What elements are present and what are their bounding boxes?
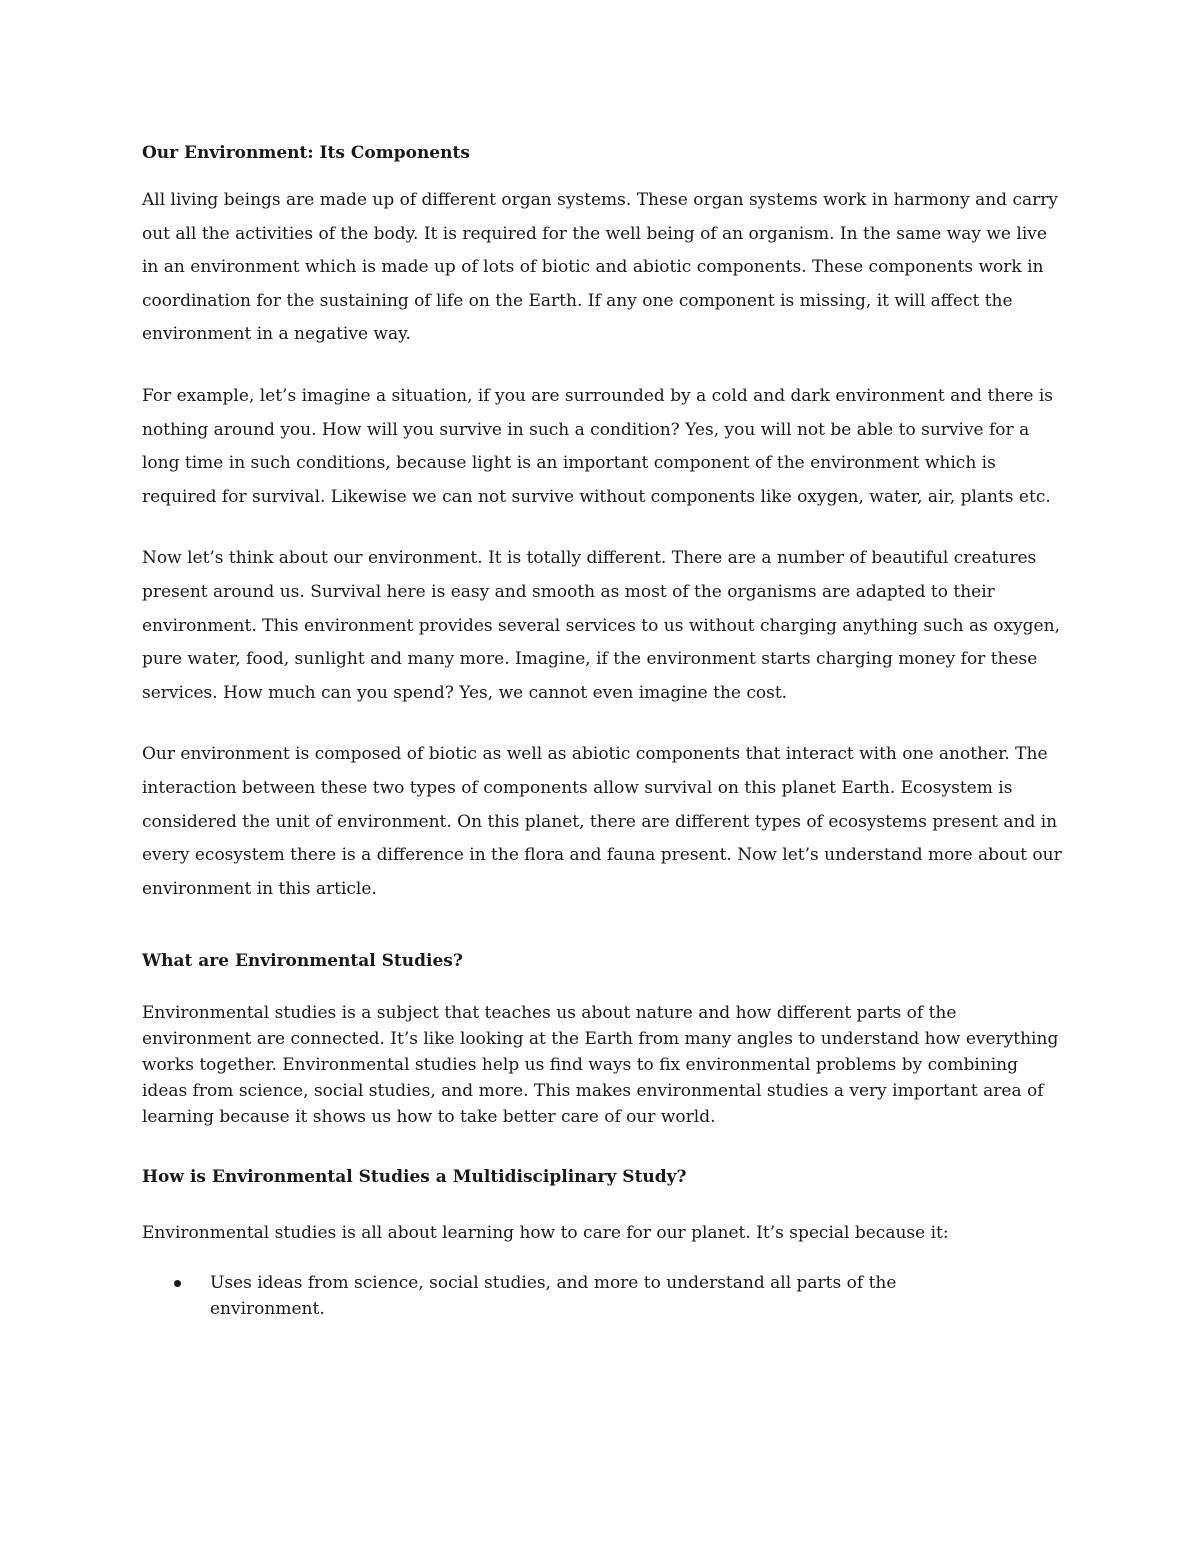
paragraph: Environmental studies is all about learning how to care for our planet. It’s special because it: (142, 1223, 949, 1244)
list-item (142, 1270, 970, 1322)
section-heading-multidisciplinary: How is Environmental Studies a Multidisciplinary Study? (142, 1167, 687, 1188)
document-page (142, 140, 1067, 1322)
paragraph: Our environment is composed of biotic as well as abiotic components that interact with one another. The interaction between these two types of components allow survival on this planet Earth. Ecosystem is considered the unit of environment. On this planet, there are different types of ecosystems present and in every ecosystem there is a difference in the flora and fauna present. Now let’s understand more about our environment in this article. (142, 744, 1062, 899)
paragraph: All living beings are made up of different organ systems. These organ systems work in harmony and carry out all the activities of the body. It is required for the well being of an organism. In the same way we live in an environment which is made up of lots of biotic and abiotic components. These components work in coordination for the sustaining of life on the Earth. If any one component is missing, it will affect the environment in a negative way. (142, 190, 1058, 345)
bullet-icon (174, 1280, 181, 1287)
section-heading-components: Our Environment: Its Components (142, 143, 470, 163)
paragraph: Now let’s think about our environment. It is totally different. There are a number of beautiful creatures present around us. Survival here is easy and smooth as most of the organisms are adapted to their environment. This environment provides several services to us without charging anything such as oxygen, pure water, food, sunlight and many more. Imagine, if the environment starts charging money for these services. How much can you spend? Yes, we cannot even imagine the cost. (142, 548, 1060, 703)
paragraph: Environmental studies is a subject that teaches us about nature and how different parts of the environment are connected. It’s like looking at the Earth from many angles to understand how everything works together. Environmental studies help us find ways to fix environmental problems by combining ideas from science, social studies, and more. This makes environmental studies a very important area of learning because it shows us how to take better care of our world. (142, 1003, 1059, 1128)
bullet-list (142, 1270, 1067, 1322)
paragraph: For example, let’s imagine a situation, if you are surrounded by a cold and dark environment and there is nothing around you. How will you survive in such a condition? Yes, you will not be able to survive for a long time in such conditions, because light is an important component of the environment which is required for survival. Likewise we can not survive without components like oxygen, water, air, plants etc. (142, 385, 1054, 507)
list-item-text: Uses ideas from science, social studies, and more to understand all parts of the environment. (210, 1273, 897, 1320)
section-heading-environmental-studies: What are Environmental Studies? (142, 951, 463, 972)
